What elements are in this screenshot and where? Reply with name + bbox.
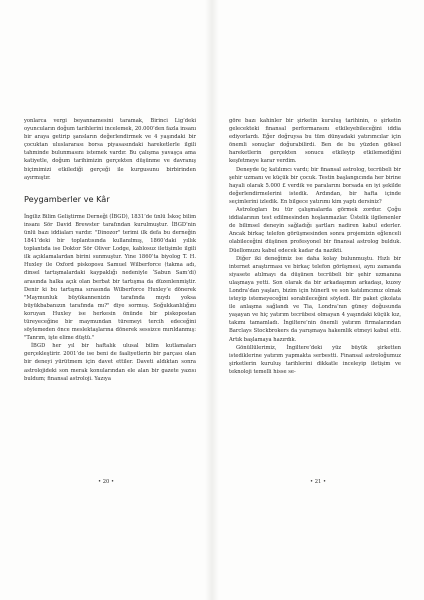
- left-text-column: [24, 117, 196, 383]
- section-heading: Peygamberler ve Kâr: [24, 193, 110, 204]
- left-paragraph-3: İBGD her yıl bir haftalık ulusal bilim kutlamaları gerçekleştirir. 2001’de ise beni de faaliyetlerin bir parçası olan bir deneyi yürütmem için davet ettiler. Daveti aldıktan sonra astrolojideki son merak konularından ele alan bir gazete yazısı buldum; finansal astroloji. Yazıya: [24, 343, 196, 382]
- right-paragraph-5: Gönüllülerimiz, İngiltere’deki yüz büyük şirketten istediklerine yatırım yapmakta serbestti. Finansal astroloğumuz şirketlerin kuruluş tarihlerini dikkatle inceleyip iletişim ve teknoloji temelli hisse se-: [229, 344, 401, 375]
- right-text-column: [229, 117, 401, 376]
- right-paragraph-3: Astrologları bu tür çalışmalarda görmek zordur. Çoğu iddialarının test edilmesinden hoşlanmazlar. Üstelik ilgilenenler de bilimsel deneyin sağladığı şartları nadiren kabul ederler. Ancak birkaç telefon görüşmesinden sonra projemizin eğlenceli olabileceğini düşünen profesyonel bir finansal astrolog bulduk. Düellomuzu kabul edecek kadar da nazikti.: [229, 207, 401, 254]
- right-paragraph-4: Diğer iki deneğimiz ise daha kolay bulunmuştu. Hızlı bir internet araştırması ve birkaç telefon görüşmesi, aynı zamanda siyasete atılmayı da düşünen tecrübeli bir şehir uzmanına ulaşmaya yetti. Son olarak da bir arkadaşımın arkadaşı, kuzey Londra’dan yaşları, bizim için hünerli ve son katılımcımız olmak isteyip istemeyeceğini sorabileceğini söyledi. Bir paket çikolata ile anlaşma sağlandı ve Tia, Londra’nın güney doğusunda yaşayan ve hiç yatırım tecrübesi olmayan 4 yaşındaki küçük kız, takımı tamamladı. İngiltere’nin önemli yatırım firmalarından Barclays Stockbrokers da yarışmaya hakemlik etmeyi kabul etti. Artık başlamaya hazırdık.: [229, 255, 401, 343]
- left-paragraph-2: İngiliz Bilim Geliştirme Derneği (İBGD), 1831’de ünlü İskoç bilim insanı Sör David Brewster tarafından kurulmuştur. İBGD’nin ünlü bazı iddiaları vardır. "Dinozor" terimi ilk defa bu derneğin 1841’deki bir toplantısında kullanılmış, 1860’daki yıllık toplantıda ise Doktor Sör Oliver Lodge, kablosuz iletişimle ilgili ilk açıklamalardan birini sunmuştur. Yine 1860’ta biyolog T. H. Huxley ile Oxford piskoposu Samuel Wilberforce (takma adı, dinsel tartışmalardaki kaypaklığı nedeniyle ‘Sabun Sam’di) arasında halka açık olan berbat bir tartışma da düzenlenmiştir. Denir ki bu tartışma sırasında Wilberforce Huxley’e dönerek "Maymunluk büyükannenizin tarafında mıydı yoksa büyükbabanızın tarafında mı?" diye sormuş. Soğukkanlılığını koruyan Huxley ise herkesin önünde bir piskopostan türeyeceğine bir maymundan türemeyi tercih edeceğini söylemeden önce meslektaşlarına dönerek sessizce mırıldanmış: "Tanrım, işte elime düştü.": [24, 213, 196, 342]
- right-paragraph-2: Deneyde üç katılımcı vardı; bir finansal astrolog, tecrübeli bir şehir uzmanı ve küçük bir çocuk. Testin başlangıcında her birine hayali olarak 5.000 £ verdik ve paralarını borsada en iyi şekilde değerlendirmelerini istedik. Ardından, bir hafta içinde seçimlerini izledik. En bilgece yatırımı kim yaptı dersiniz?: [229, 166, 401, 205]
- left-paragraph-1: yonlarca vergi beyannamesini taramak, Birinci Lig’deki oyuncuların doğum tarihlerini incelemek, 20.000’den fazla insanı bir araya getirip şansların değerlendirmek ve 4 yaşındaki bir çocuktan uluslararası borsa piyasasındaki hareketlerle ilgili tahminde bulunmasını istemek vardır. Bu çalışma yavaşça ama katiyetle, doğum tarihimizin gerçekten düşünme ve davranış biçimimizi etkilediği gerçeği ile kurgusunu birbirinden ayırmıştır.: [24, 118, 196, 181]
- right-page: [212, 0, 424, 600]
- right-paragraph-1: göre bazı kahinler bir şirketin kuruluş tarihinin, o şirketin gelecekteki finansal performansını etkileyebileceğini iddia ediyorlardı. Eğer doğruysa bu tüm dünyadaki yatırımcılar için önemli sonuçlar doğurabilirdi. Ben de bu yüzden göksel hareketlerin gerçekten sonucu etkileyip etkilemediğini keşfetmeye karar verdim.: [229, 118, 401, 165]
- page-number-left: • 20 •: [97, 479, 115, 485]
- page-number-right: • 21 •: [309, 479, 327, 485]
